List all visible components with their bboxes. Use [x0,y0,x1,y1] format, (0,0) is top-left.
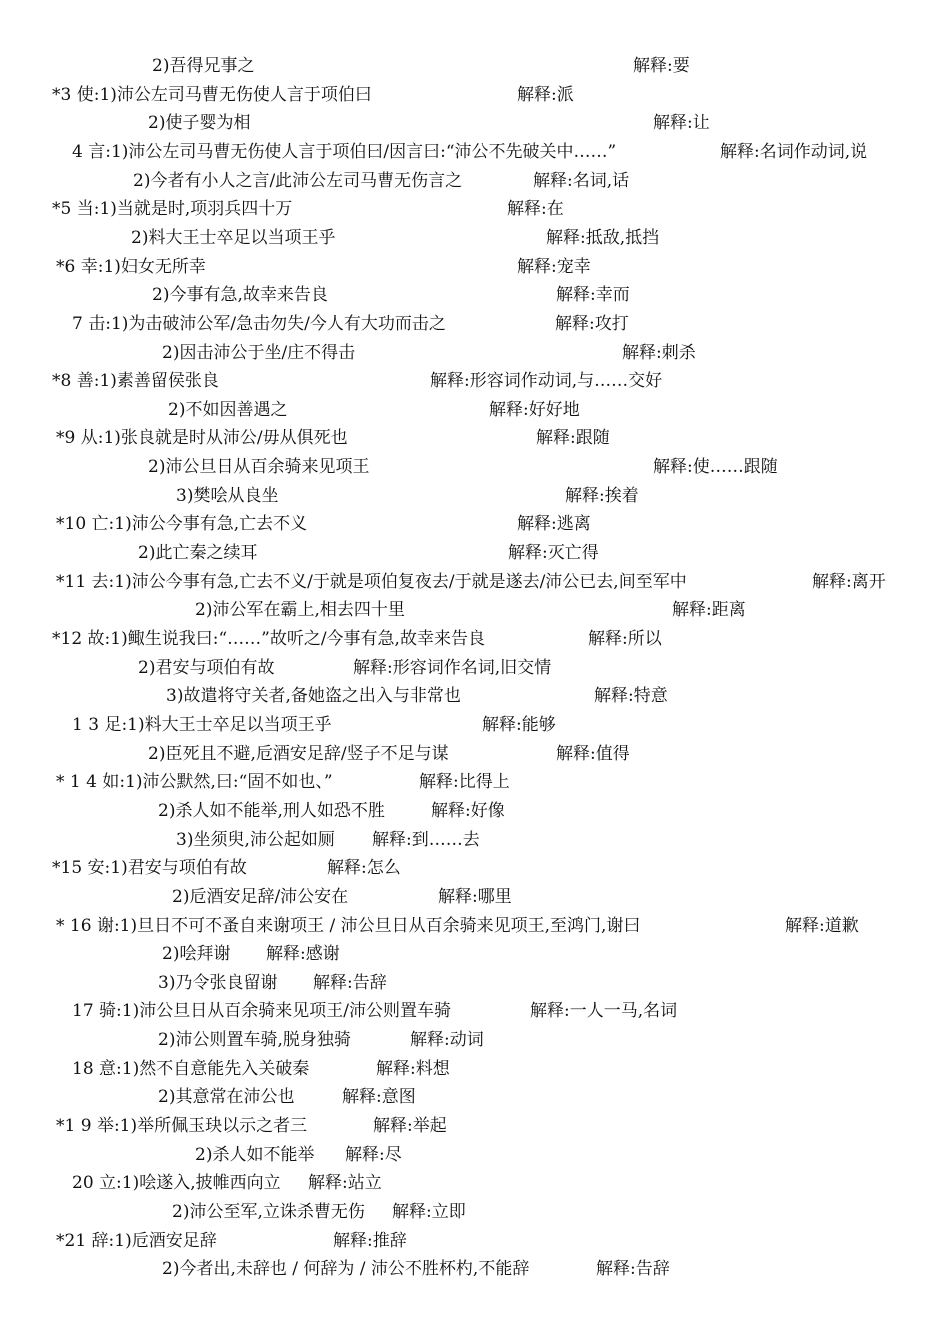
entry-text: *6 幸:1)妇女无所幸 [56,256,206,277]
entry-line [0,425,950,451]
entry-explanation: 解释:站立 [308,1173,382,1194]
entry-text: 2)此亡秦之续耳 [138,543,258,564]
entry-line [0,511,950,537]
entry-line [0,712,950,738]
entry-text: *5 当:1)当就是时,项羽兵四十万 [52,199,293,220]
entry-text: *12 故:1)鲰生说我曰:“……”故听之/今事有急,故幸来告良 [52,629,485,649]
entry-text: 3)坐须臾,沛公起如厕 [176,829,335,850]
entry-explanation: 解释:告辞 [313,972,387,993]
entry-line [0,970,950,996]
entry-explanation: 解释:哪里 [438,886,512,907]
entry-line [0,626,950,652]
entry-explanation: 解释:距离 [672,600,746,621]
entry-text: 20 立:1)哙遂入,披帷西向立 [72,1173,281,1194]
entry-text: *11 去:1)沛公今事有急,亡去不义/于就是项伯复夜去/于就是遂去/沛公已去,间至军中 [56,571,687,592]
entry-text: 2)料大王士卒足以当项王乎 [131,227,336,248]
entry-line [0,769,950,795]
entry-line [0,913,950,939]
entry-text: 3)樊哙从良坐 [176,485,279,506]
entry-line [0,998,950,1024]
entry-text: *10 亡:1)沛公今事有急,亡去不义 [56,514,308,535]
entry-explanation: 解释:要 [633,56,690,76]
entry-line [0,397,950,423]
entry-line [0,1228,950,1254]
entry-text: 2)不如因善遇之 [168,399,288,420]
entry-explanation: 解释:好好地 [489,399,580,420]
entry-explanation: 解释:宠幸 [517,256,591,277]
entry-line [0,82,950,108]
entry-text: 2)哙拜谢 [162,944,231,965]
entry-text: * 1 4 如:1)沛公默然,曰:“固不如也、” [56,772,333,793]
entry-line [0,855,950,881]
entry-text: *9 从:1)张良就是时从沛公/毋从俱死也 [56,428,348,449]
entry-explanation: 解释:料想 [376,1058,450,1079]
entry-text: 2)今者出,未辞也 / 何辞为 / 沛公不胜杯杓,不能辞 [162,1259,530,1280]
entry-line [0,941,950,967]
entry-line [0,741,950,767]
entry-explanation: 解释:灭亡得 [508,543,599,564]
entry-explanation: 解释:特意 [594,686,668,707]
entry-explanation: 解释:在 [507,199,564,220]
entry-line [0,282,950,308]
entry-text: 3)故遣将守关者,备她盗之出入与非常也 [166,686,461,707]
entry-explanation: 解释:形容词作名词,旧交情 [353,657,552,678]
entry-text: 2)因击沛公于坐/庄不得击 [162,342,356,363]
entry-explanation: 解释:值得 [556,743,630,764]
entry-explanation: 解释:刺杀 [622,342,696,363]
entry-explanation: 解释:攻打 [555,313,629,334]
entry-text: 2)臣死且不避,卮酒安足辞/竖子不足与谋 [148,743,449,764]
entry-explanation: 解释:使……跟随 [653,457,778,478]
entry-line [0,827,950,853]
entry-text: 2)卮酒安足辞/沛公安在 [172,886,349,907]
entry-explanation: 解释:让 [653,113,710,134]
entry-text: 17 骑:1)沛公旦日从百余骑来见项王/沛公则置车骑 [72,1001,451,1022]
entry-text: 2)沛公旦日从百余骑来见项王 [148,457,370,478]
entry-explanation: 解释:动词 [410,1030,484,1051]
entry-text: *15 安:1)君安与项伯有故 [52,858,247,879]
entry-explanation: 解释:比得上 [419,772,510,793]
entry-text: 4 言:1)沛公左司马曹无伤使人言于项伯曰/因言曰:“沛公不先破关中……” [72,141,617,162]
entry-explanation: 解释:感谢 [266,944,340,965]
entry-explanation: 解释:名词,话 [533,170,630,191]
entry-text: 7 击:1)为击破沛公军/急击勿失/今人有大功而击之 [72,313,446,334]
entry-line [0,311,950,337]
entry-line [0,454,950,480]
entry-text: 2)沛公则置车骑,脱身独骑 [158,1030,351,1051]
entry-explanation: 解释:幸而 [556,285,630,306]
entry-explanation: 解释:抵敌,抵挡 [546,227,660,248]
entry-explanation: 解释:形容词作动词,与……交好 [430,371,663,392]
entry-line [0,683,950,709]
entry-line [0,569,950,595]
entry-text: 2)其意常在沛公也 [158,1087,295,1108]
entry-line [0,53,950,79]
entry-line [0,483,950,509]
entry-line [0,168,950,194]
entry-explanation: 解释:所以 [588,629,662,649]
entry-text: 2)杀人如不能举,刑人如恐不胜 [158,800,385,821]
entry-line [0,1027,950,1053]
entry-explanation: 解释:逃离 [517,514,591,535]
entry-text: *3 使:1)沛公左司马曹无伤使人言于项伯曰 [52,84,372,105]
entry-text: * 16 谢:1)旦日不可不蚤自来谢项王 / 沛公旦日从百余骑来见项王,至鸿门,谢曰 [56,915,641,936]
entry-line [0,540,950,566]
entry-line [0,1142,950,1168]
entry-line [0,597,950,623]
entry-explanation: 解释:告辞 [596,1259,670,1280]
entry-text: 2)沛公至军,立诛杀曹无伤 [172,1202,365,1222]
entry-explanation: 解释:一人一马,名词 [530,1001,678,1022]
entry-text: 18 意:1)然不自意能先入关破秦 [72,1058,310,1079]
entry-text: 2)沛公军在霸上,相去四十里 [195,600,405,621]
entry-explanation: 解释:挨着 [565,485,639,506]
entry-text: *8 善:1)素善留侯张良 [52,371,219,392]
entry-explanation: 解释:道歉 [785,915,859,936]
entry-explanation: 解释:派 [517,84,574,105]
entry-text: 2)君安与项伯有故 [138,657,275,678]
entry-line [0,1199,950,1225]
entry-line [0,196,950,222]
entry-text: 2)吾得兄事之 [152,56,255,76]
entry-text: 2)使子婴为相 [148,113,251,134]
entry-line [0,340,950,366]
entry-line [0,225,950,251]
entry-explanation: 解释:名词作动词,说 [720,141,868,162]
entry-explanation: 解释:到……去 [372,829,480,850]
entry-explanation: 解释:推辞 [333,1230,407,1251]
entry-text: 2)今事有急,故幸来告良 [152,285,328,306]
entry-text: *1 9 举:1)举所佩玉玦以示之者三 [56,1116,308,1137]
entry-text: 3)乃令张良留谢 [158,972,278,993]
entry-text: *21 辞:1)卮酒安足辞 [56,1230,217,1251]
entry-explanation: 解释:立即 [392,1202,466,1222]
entry-line [0,254,950,280]
entry-explanation: 解释:好像 [431,800,505,821]
entry-line [0,884,950,910]
entry-line [0,1056,950,1082]
entry-explanation: 解释:举起 [373,1116,447,1137]
entry-line [0,368,950,394]
entry-explanation: 解释:怎么 [327,858,401,879]
entry-line [0,1113,950,1139]
entry-explanation: 解释:能够 [482,714,556,735]
entry-text: 2)杀人如不能举 [195,1144,315,1165]
entry-explanation: 解释:离开 [812,571,886,592]
entry-line [0,798,950,824]
entry-explanation: 解释:尽 [345,1144,402,1165]
entry-line [0,110,950,136]
entry-text: 2)今者有小人之言/此沛公左司马曹无伤言之 [133,170,463,191]
entry-line [0,1170,950,1196]
entry-text: 1 3 足:1)料大王士卒足以当项王乎 [72,714,332,735]
entry-explanation: 解释:跟随 [536,428,610,449]
entry-line [0,655,950,681]
entry-line [0,1256,950,1282]
entry-line [0,1084,950,1110]
entry-line [0,139,950,165]
entry-explanation: 解释:意图 [342,1087,416,1108]
